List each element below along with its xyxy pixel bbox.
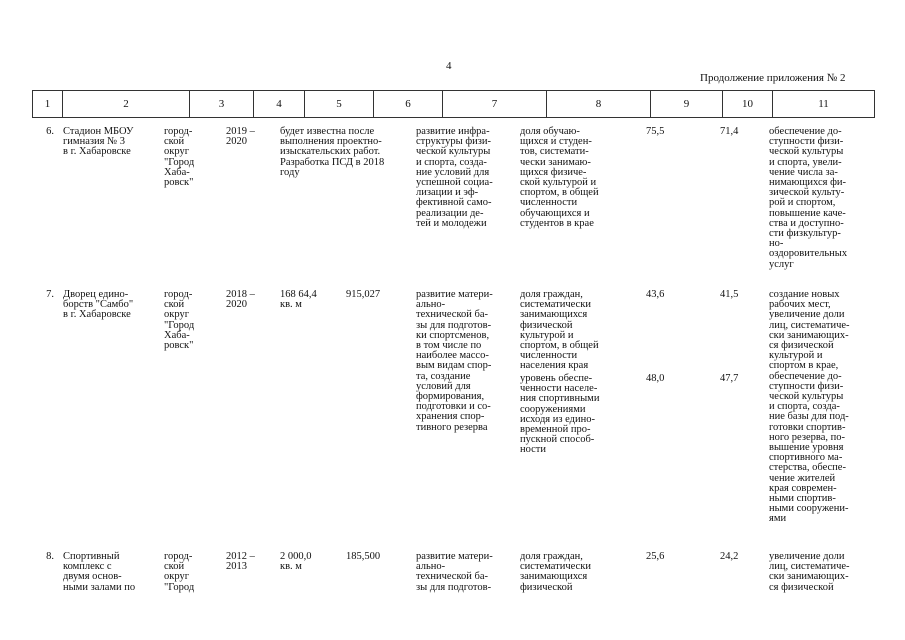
header-cell: 7 — [443, 91, 547, 118]
object-name: Спортивный комплекс с двумя основ- ными залами по — [63, 551, 136, 593]
object-name: Стадион МБОУ гимназия № 3 в г. Хабаровске — [63, 126, 134, 158]
district: город- ской округ "Город Хаба- ровск" — [164, 126, 195, 189]
cost: 185,500 — [346, 551, 381, 562]
page-number: 4 — [446, 60, 452, 72]
indicator-value-1: 25,6 — [646, 551, 665, 562]
header-cell: 5 — [305, 91, 374, 118]
indicator: уровень обеспе- ченности населе- ния спортивными сооружениями исходя из едино- временной про- пускной способ- ности — [520, 373, 600, 456]
cost: 915,027 — [346, 289, 381, 300]
header-cell: 11 — [773, 91, 875, 118]
expected-effect: обеспечение до- ступности физи- ческой культуры и спорта, увели- чение числа за- нимающихся фи- зической культу- рой и спортом, повышение каче- ства и доступно- сти физкультур- но- оздоровительных услуг — [769, 126, 848, 270]
indicator: доля обучаю- щихся и студен- тов, системати- чески занимаю- щихся физиче- ской культурой и спортом, в общей численности обучающихся и студентов в крае — [520, 126, 599, 229]
header-cell: 6 — [374, 91, 443, 118]
period: 2018 – 2020 — [226, 289, 255, 311]
capacity: будет известна после выполнения проектно- изыскательских работ. Разработка ПСД в 2018 году — [280, 126, 385, 178]
header-cell: 1 — [33, 91, 63, 118]
object-name: Дворец едино- борств "Самбо" в г. Хабаровске — [63, 289, 134, 321]
indicator-value-1: 48,0 — [646, 373, 665, 384]
indicator-value-1: 43,6 — [646, 289, 665, 300]
goal: развитие инфра- структуры физи- ческой культуры и спорта, созда- ние условий для успешной социа- лизации и эф- фективной само- реализации де- тей и молодежи — [416, 126, 493, 229]
header-cell: 4 — [254, 91, 305, 118]
indicator: доля граждан, систематически занимающихся физической — [520, 551, 591, 593]
header-cell: 9 — [651, 91, 723, 118]
period: 2019 – 2020 — [226, 126, 255, 148]
row-number: 8. — [46, 551, 54, 562]
table-header — [32, 90, 875, 118]
district: город- ской округ "Город — [164, 551, 195, 593]
goal: развитие матери- ально- технической ба- зы для подготов- — [416, 551, 493, 593]
header-cell: 2 — [63, 91, 190, 118]
indicator-value-2: 41,5 — [720, 289, 739, 300]
row-number: 7. — [46, 289, 54, 300]
expected-effect: создание новых рабочих мест, увеличение доли лиц, систематиче- ски занимающих- ся физической культурой и спортом в крае, обеспечение до- ступности физи- ческой культуры и спорта, созда- ние базы для под- готовки спортив- ного резерва, по- вышение уровня спортивного ма- стерства, обеспе- чение жителей края современ- ными спортив- ными сооружени- ями — [769, 289, 850, 525]
period: 2012 – 2013 — [226, 551, 255, 573]
district: город- ской округ "Город Хаба- ровск" — [164, 289, 195, 352]
indicator-value-1: 75,5 — [646, 126, 665, 137]
indicator-value-2: 24,2 — [720, 551, 739, 562]
indicator-value-2: 47,7 — [720, 373, 739, 384]
capacity: 2 000,0 кв. м — [280, 551, 312, 573]
goal: развитие матери- ально- технической ба- зы для подготов- ки спортсменов, в том числе по наиболее массо- вым видам спор- та, создание условий для формирования, подготовки и со- хранения спор- тивного резерва — [416, 289, 493, 433]
indicator: доля граждан, систематически занимающихся физической культурой и спортом, в общей численности населения края — [520, 289, 599, 372]
header-cell: 8 — [547, 91, 651, 118]
continuation-label: Продолжение приложения № 2 — [700, 72, 846, 84]
row-number: 6. — [46, 126, 54, 137]
indicator-value-2: 71,4 — [720, 126, 739, 137]
expected-effect: увеличение доли лиц, систематиче- ски занимающих- ся физической — [769, 551, 850, 593]
header-cell: 10 — [723, 91, 773, 118]
capacity: 168 64,4 кв. м — [280, 289, 317, 311]
header-cell: 3 — [190, 91, 254, 118]
